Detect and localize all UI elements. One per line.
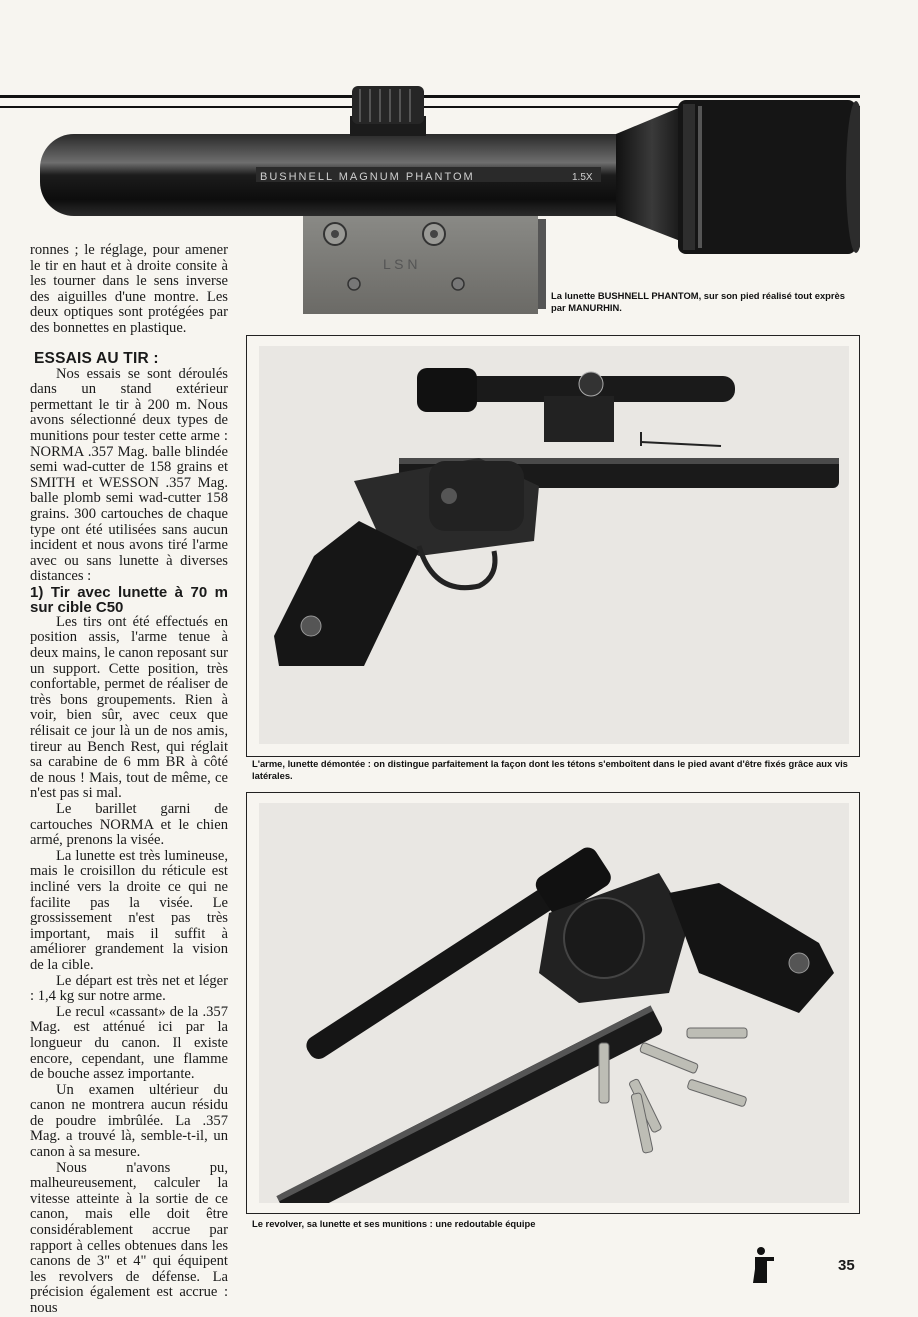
paragraph: Un examen ultérieur du canon ne montrera aucun résidu de poudre imbrûlée. La .357 Mag. a trouvé là, semble-t-il, un canon à sa mesure. bbox=[30, 1081, 228, 1161]
article-column bbox=[30, 243, 228, 1317]
paragraph: Les tirs ont été effectués en position assis, l'arme tenue à deux mains, le canon reposant sur un support. Cette position, très confortable, permet de réaliser de très bons groupements. Rien à voir, bien sûr, avec ceux que rélisait ce jour là un de nos amis, tireur au Bench Rest, qui réglait sa carabine de 6 mm BR à côté de nous ! Mais, tout de même, ce n'est pas si mal. bbox=[30, 613, 228, 802]
paragraph: Le départ est très net et léger : 1,4 kg sur notre arme. bbox=[30, 972, 228, 1005]
intro-paragraph: ronnes ; le réglage, pour amener le tir en haut et à droite consite à les tourner dans le sens inverse des aiguilles d'une montre. Les deux optiques sont protégées par des bonnettes en plastique. bbox=[30, 242, 228, 336]
paragraph: Nous n'avons pu, malheureusement, calculer la vitesse atteinte à la sortie de ce canon, mais elle doit être considérablement accrue par rapport à celles obtenues dans les canons de 3" et 4" qui équipent les revolvers de défense. La précision également est accrue : nous bbox=[30, 1159, 228, 1316]
revolver-disassembled-photo bbox=[259, 346, 849, 744]
paragraph: La lunette est très lumineuse, mais le croisillon du réticule est incliné vers la droite ce qui ne facilite pas la visée. Le grossissement n'est pas très important, mais il suffit à améliorer grandement la vision de la cible. bbox=[30, 847, 228, 973]
section-paragraph: Nos essais se sont déroulés dans un stand extérieur permettant le tir à 200 m. Nous avons sélectionné deux types de munitions pour tester cette arme : NORMA .357 Mag. balle blindée semi wad-cutter de 158 grains et SMITH et WESSON .357 Mag. balle plomb semi wad-cutter 158 grains. 300 cartouches de chaque type ont été utilisées sans aucun incident et nous avons tiré l'arme avec ou sans lunette à diverses distances : bbox=[30, 365, 228, 585]
page-number: 35 bbox=[838, 1257, 855, 1274]
paragraph: Le recul «cassant» de la .357 Mag. est atténué ici par la longueur du canon. Il existe encore, cependant, une flamme de bouche assez importante. bbox=[30, 1003, 228, 1083]
subheading: 1) Tir avec lunette à 70 m sur cible C50 bbox=[30, 583, 228, 616]
shooter-silhouette-icon bbox=[748, 1245, 778, 1285]
paragraph: Le barillet garni de cartouches NORMA et le chien armé, prenons la visée. bbox=[30, 801, 228, 849]
middle-photo-frame bbox=[246, 335, 860, 757]
middle-caption: L'arme, lunette démontée : on distingue parfaitement la façon dont les tétons s'emboîtent dans le pied avant d'être fixés grâce aux vis latérales. bbox=[252, 758, 848, 781]
revolver-with-ammo-photo bbox=[259, 803, 849, 1203]
scope-brand-text: BUSHNELL MAGNUM PHANTOM bbox=[260, 171, 475, 183]
section-heading: ESSAIS AU TIR : bbox=[34, 349, 159, 367]
bottom-photo-frame bbox=[246, 792, 860, 1214]
scope-caption: La lunette BUSHNELL PHANTOM, sur son pied réalisé tout exprès par MANURHIN. bbox=[551, 290, 845, 313]
bottom-caption: Le revolver, sa lunette et ses munitions : une redoutable équipe bbox=[252, 1218, 536, 1229]
svg-text:L S N: L S N bbox=[383, 256, 418, 272]
scope-mag-text: 1.5X bbox=[572, 172, 593, 183]
